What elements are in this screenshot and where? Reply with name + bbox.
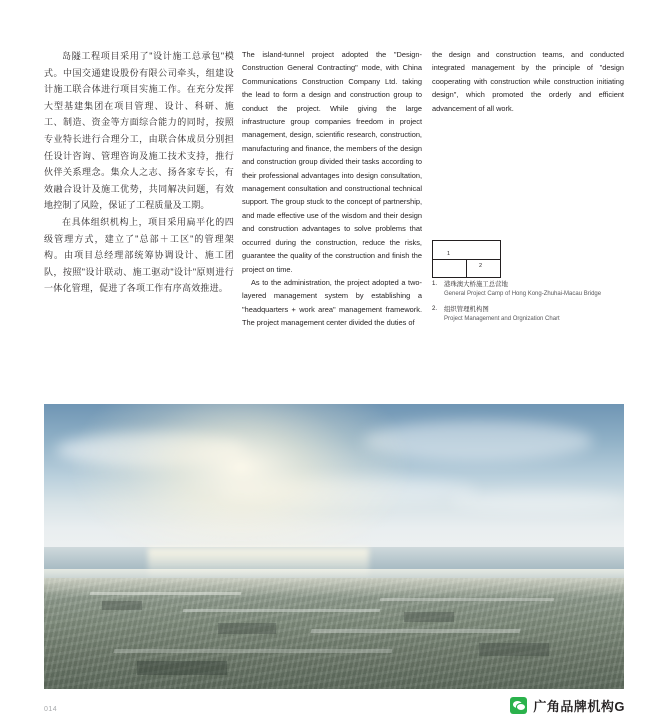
caption-number: 1. bbox=[432, 281, 438, 287]
photo-building-block bbox=[479, 643, 549, 656]
page-number: 014 bbox=[44, 706, 58, 713]
figure-caption-list bbox=[432, 280, 632, 330]
chinese-text-column bbox=[44, 48, 234, 297]
english-text-column-2 bbox=[432, 48, 624, 115]
english-paragraph-2: As to the administration, the project adopted a two-layered management system by establishing a "headquarters + work area" management framework. The project management center divided the duties of bbox=[242, 277, 422, 328]
figure-index-box bbox=[432, 240, 501, 278]
photo-road-strip bbox=[183, 609, 381, 612]
brand-name: 广角品牌机构G bbox=[533, 699, 625, 714]
caption-item bbox=[432, 280, 632, 299]
photo-building-block bbox=[218, 623, 276, 634]
caption-item bbox=[432, 305, 632, 324]
photo-cloud bbox=[450, 490, 624, 512]
caption-english: Project Management and Orgnization Chart bbox=[444, 316, 560, 323]
photo-building-block bbox=[137, 661, 227, 675]
english-text-column-1 bbox=[242, 48, 422, 330]
index-cell-2: 2 bbox=[479, 263, 483, 269]
caption-number: 2. bbox=[432, 306, 438, 313]
photo-building-block bbox=[102, 601, 142, 610]
aerial-construction-camp-photo bbox=[44, 404, 624, 689]
caption-english: General Project Camp of Hong Kong-Zhuhai-Macau Bridge bbox=[444, 291, 602, 297]
wechat-icon bbox=[510, 697, 527, 714]
photo-road-strip bbox=[380, 598, 555, 601]
index-divider-vertical bbox=[466, 259, 467, 277]
caption-chinese: 港珠澳大桥施工总营地 bbox=[444, 281, 508, 288]
brand-footer bbox=[510, 696, 625, 715]
chinese-paragraph-1: 岛隧工程项目采用了"设计施工总承包"模式。中国交通建设股份有限公司牵头，组建设计施工联合体进行项目实施工作。在充分发挥大型基建集团在项目管理、设计、科研、施工、制造、资金等方面综合能力的同时，按照专业特长进行合理分工，由联合体成员分别担任设计咨询、管理咨询及施工技术支持，推行伙伴关系理念。集众人之志、扬各家专长，有效融合设计及施工优势，共同解决问题，有效地控制了风险，保证了工程质量及工期。 bbox=[44, 51, 234, 211]
photo-road-strip bbox=[113, 649, 393, 653]
photo-road-strip bbox=[310, 629, 520, 633]
photo-horizon-haze bbox=[44, 569, 624, 598]
caption-chinese: 组织管理机构图 bbox=[444, 306, 489, 314]
english-paragraph-3: the design and construction teams, and conducted integrated management by the principle of "design cooperating with construction while construction initiating design", which promoted the orderly and efficient advancement of all work. bbox=[432, 50, 624, 113]
photo-building-block bbox=[404, 612, 454, 622]
index-cell-1: 1 bbox=[447, 251, 451, 257]
chinese-paragraph-2: 在具体组织机构上，项目采用扁平化的四级管理方式，建立了"总部＋工区"的管理架构。由项目总经理部统筹协调设计、施工团队，按照"设计联动、施工驱动"设计"原则进行一体化管理，促进了各项工作有序高效推进。 bbox=[44, 216, 234, 294]
english-paragraph-1: The island-tunnel project adopted the "Design-Construction General Contracting" mode, with China Communications Construction Company Ltd. taking the lead to form a design and construction group to conduct the project. While giving the large infrastructure group companies freedom in project management, design, scientific research, construction, manufacturing and finance, the members of the design and construction group divided their tasks according to their professional advantages into design consultation, management consultation and constructional technical support. The group stuck to the concept of partnership, and made effective use of the wisdom and their design and construction advantages to solve problems that occurred during the construction, reduce the risks, guarantee the quality of the construction and finish the project on time. bbox=[242, 50, 422, 274]
